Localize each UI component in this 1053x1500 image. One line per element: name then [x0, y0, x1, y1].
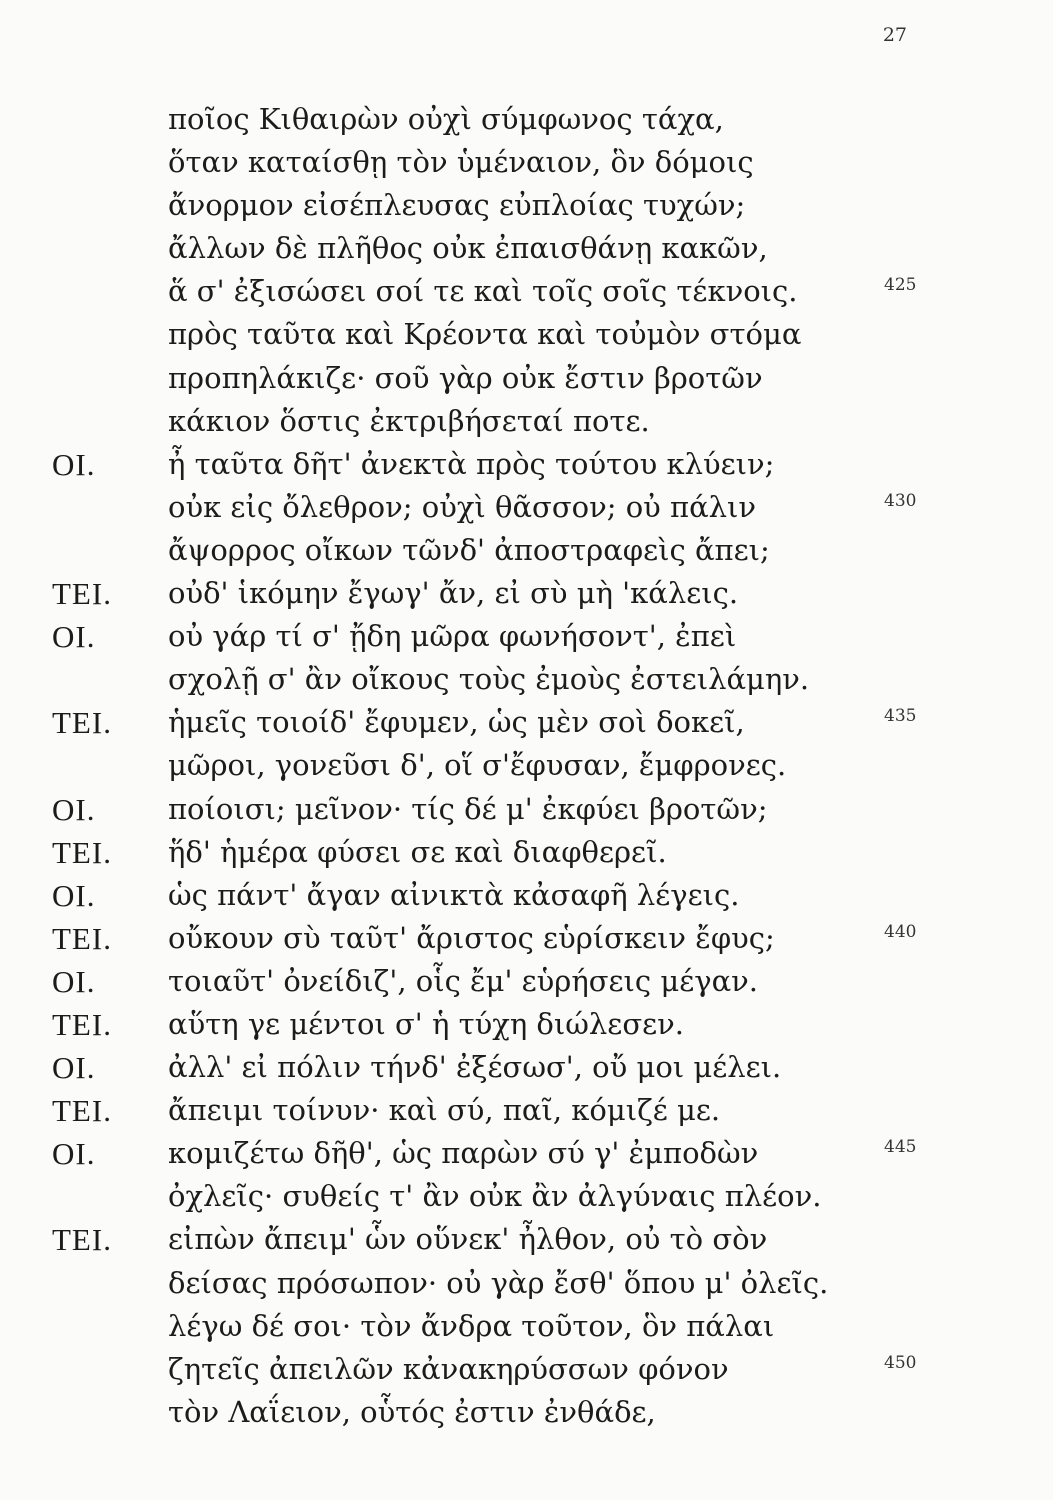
verse-line: [0, 1262, 1053, 1305]
verse-line: [0, 1348, 1053, 1391]
verse-text: πρὸς ταῦτα καὶ Κρέοντα καὶ τοὐμὸν στόμα: [168, 317, 802, 352]
verse-text: ἄλλων δὲ πλῆθος οὐκ ἐπαισθάνῃ κακῶν,: [168, 231, 768, 266]
verse-text: ἡμεῖς τοιοίδ' ἔφυμεν, ὡς μὲν σοὶ δοκεῖ,: [168, 705, 745, 740]
verse-line: [0, 960, 1053, 1003]
verse-line: [0, 788, 1053, 831]
verse-text: οὐδ' ἱκόμην ἔγωγ' ἄν, εἰ σὺ μὴ 'κάλεις.: [168, 576, 739, 611]
verse-text: εἰπὼν ἄπειμ' ὧν οὕνεκ' ἦλθον, οὐ τὸ σὸν: [168, 1222, 768, 1257]
speaker-label: ΟΙ.: [52, 1050, 96, 1086]
verse-text: λέγω δέ σοι· τὸν ἄνδρα τοῦτον, ὃν πάλαι: [168, 1308, 775, 1343]
verse-line: [0, 917, 1053, 960]
speaker-label: ΤΕΙ.: [52, 920, 112, 956]
verse-text: ὀχλεῖς· συθείς τ' ἂν οὐκ ἂν ἀλγύναις πλέον.: [168, 1179, 822, 1214]
page-number: 27: [882, 24, 907, 46]
line-number: 430: [884, 490, 917, 511]
speaker-label: ΟΙ.: [52, 446, 96, 482]
speaker-label: ΟΙ.: [52, 963, 96, 999]
verse-text: ζητεῖς ἀπειλῶν κἀνακηρύσσων φόνον: [168, 1351, 729, 1386]
verse-text: ἄψορρος οἴκων τῶνδ' ἀποστραφεὶς ἄπει;: [168, 532, 770, 567]
verse-line: [0, 1003, 1053, 1046]
verse-text: προπηλάκιζε· σοῦ γὰρ οὐκ ἔστιν βροτῶν: [168, 360, 763, 395]
speaker-label: ΤΕΙ.: [52, 1222, 112, 1258]
line-number: 425: [884, 275, 917, 296]
line-number: 435: [884, 706, 917, 727]
verse-line: [0, 357, 1053, 400]
speaker-label: ΤΕΙ.: [52, 1006, 112, 1042]
verse-line: [0, 98, 1053, 141]
verse-line: [0, 486, 1053, 529]
verse-text: μῶροι, γονεῦσι δ', οἵ σ'ἔφυσαν, ἔμφρονες.: [168, 748, 787, 783]
verse-text: κάκιον ὅστις ἐκτριβήσεταί ποτε.: [168, 403, 650, 438]
verse-line: [0, 572, 1053, 615]
verse-line: [0, 831, 1053, 874]
verse-line: [0, 313, 1053, 356]
verse-line: [0, 1218, 1053, 1261]
verse-line: [0, 400, 1053, 443]
verse-text: ἦ ταῦτα δῆτ' ἀνεκτὰ πρὸς τούτου κλύειν;: [168, 446, 775, 481]
verse-text: τοιαῦτ' ὀνείδιζ', οἷς ἔμ' εὑρήσεις μέγαν.: [168, 963, 759, 998]
line-number: 450: [884, 1352, 917, 1373]
verse-line: [0, 184, 1053, 227]
speaker-label: ΤΕΙ.: [52, 834, 112, 870]
verse-text: σχολῇ σ' ἂν οἴκους τοὺς ἐμοὺς ἐστειλάμην.: [168, 662, 810, 697]
verse-line: [0, 529, 1053, 572]
speaker-label: ΟΙ.: [52, 877, 96, 913]
verse-line: [0, 1391, 1053, 1434]
verse-text: οὐ γάρ τί σ' ᾔδη μῶρα φωνήσοντ', ἐπεὶ: [168, 619, 737, 654]
verse-text: ὡς πάντ' ἄγαν αἰνικτὰ κἀσαφῆ λέγεις.: [168, 877, 740, 912]
verse-line: [0, 744, 1053, 787]
verse-block: [0, 98, 1053, 1434]
verse-text: ἄνορμον εἰσέπλευσας εὐπλοίας τυχών;: [168, 188, 746, 223]
verse-text: ἄπειμι τοίνυν· καὶ σύ, παῖ, κόμιζέ με.: [168, 1093, 721, 1128]
speaker-label: ΟΙ.: [52, 1136, 96, 1172]
verse-text: κομιζέτω δῆθ', ὡς παρὼν σύ γ' ἐμποδὼν: [168, 1136, 759, 1171]
verse-text: ἅ σ' ἐξισώσει σοί τε καὶ τοῖς σοῖς τέκνοις.: [168, 274, 798, 309]
verse-text: ποῖος Κιθαιρὼν οὐχὶ σύμφωνος τάχα,: [168, 102, 724, 136]
verse-text: τὸν Λαΐειον, οὗτός ἐστιν ἐνθάδε,: [168, 1394, 656, 1429]
verse-line: [0, 1175, 1053, 1218]
speaker-label: ΟΙ.: [52, 619, 96, 655]
verse-text: οὔκουν σὺ ταῦτ' ἄριστος εὑρίσκειν ἔφυς;: [168, 920, 775, 955]
verse-text: αὕτη γε μέντοι σ' ἡ τύχη διώλεσεν.: [168, 1006, 684, 1041]
line-number: 440: [884, 921, 917, 942]
line-number: 445: [884, 1137, 917, 1158]
verse-text: οὐκ εἰς ὄλεθρον; οὐχὶ θᾶσσον; οὐ πάλιν: [168, 489, 757, 524]
verse-line: [0, 141, 1053, 184]
verse-line: [0, 1046, 1053, 1089]
verse-text: ἥδ' ἡμέρα φύσει σε καὶ διαφθερεῖ.: [168, 834, 667, 869]
verse-line: [0, 615, 1053, 658]
verse-text: ποίοισι; μεῖνον· τίς δέ μ' ἐκφύει βροτῶν;: [168, 791, 768, 826]
speaker-label: ΟΙ.: [52, 791, 96, 827]
speaker-label: ΤΕΙ.: [52, 705, 112, 741]
speaker-label: ΤΕΙ.: [52, 576, 112, 612]
verse-line: [0, 701, 1053, 744]
verse-text: ὅταν καταίσθῃ τὸν ὑμέναιον, ὃν δόμοις: [168, 145, 754, 180]
verse-text: δείσας πρόσωπον· οὐ γὰρ ἔσθ' ὅπου μ' ὀλεῖς.: [168, 1265, 829, 1300]
speaker-label: ΤΕΙ.: [52, 1093, 112, 1129]
verse-text: ἀλλ' εἰ πόλιν τήνδ' ἐξέσωσ', οὔ μοι μέλει.: [168, 1050, 782, 1085]
verse-line: [0, 270, 1053, 313]
verse-line: [0, 1132, 1053, 1175]
